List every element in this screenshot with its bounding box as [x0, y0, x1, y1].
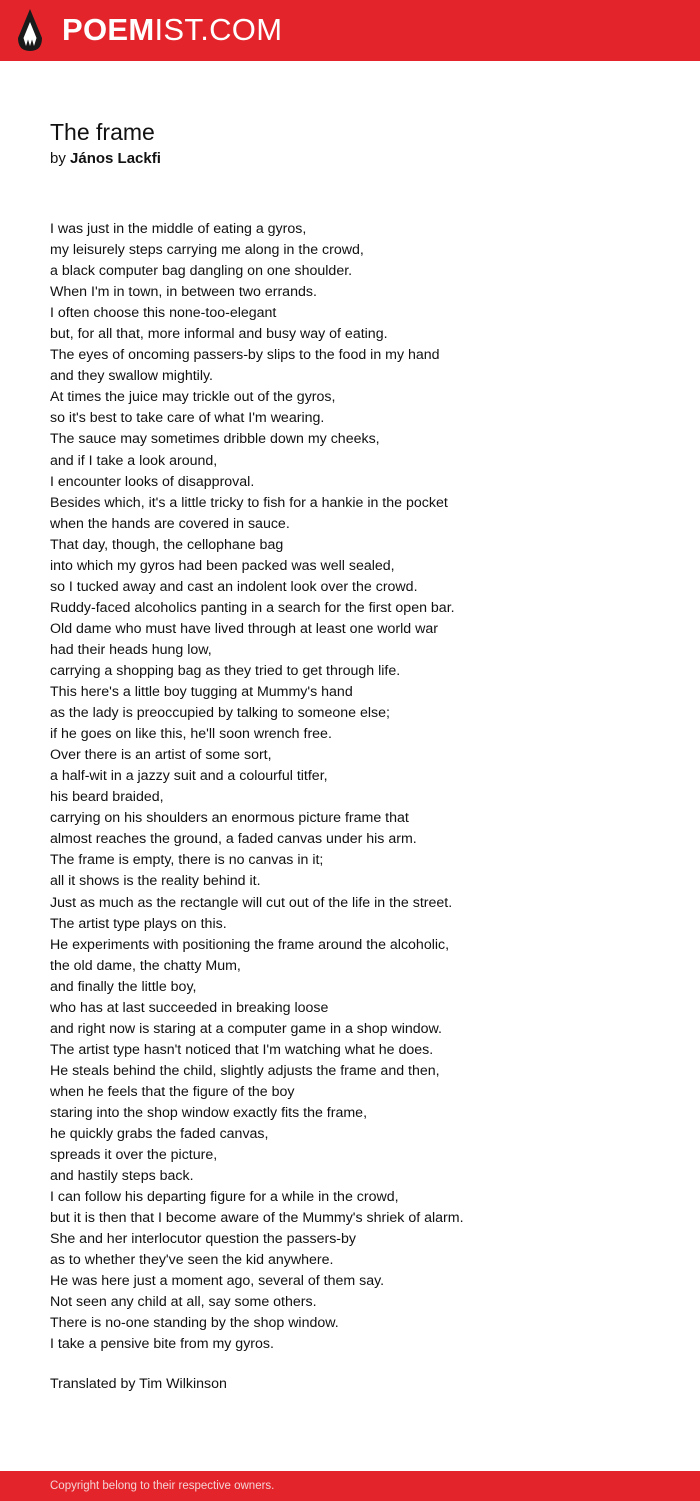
poem-line: and right now is staring at a computer game in a shop window.	[50, 1020, 442, 1037]
poem-line: I was just in the middle of eating a gyros,	[50, 221, 307, 237]
poem-line: She and her interlocutor question the passers-by	[50, 1231, 357, 1248]
poem-line: so it's best to take care of what I'm wearing.	[50, 410, 325, 427]
poem-line: so I tucked away and cast an indolent look over the crowd.	[50, 578, 418, 595]
poem-title: The frame	[50, 119, 155, 145]
poem-line: my leisurely steps carrying me along in the crowd,	[50, 242, 364, 259]
poem-line: The frame is empty, there is no canvas in it;	[50, 852, 324, 869]
poem-line: He steals behind the child, slightly adjusts the frame and then,	[50, 1062, 440, 1079]
poem-line: and finally the little boy,	[50, 978, 197, 995]
copyright-notice: Copyright belong to their respective owners.	[50, 1480, 275, 1492]
poem-line: Over there is an artist of some sort,	[50, 747, 272, 764]
poem-line: I encounter looks of disapproval.	[50, 473, 255, 490]
poem-line: Ruddy-faced alcoholics panting in a search for the first open bar.	[50, 599, 455, 616]
poem-line: I often choose this none-too-elegant	[50, 305, 277, 322]
by-label: by	[50, 150, 66, 167]
poem-line: Not seen any child at all, say some others.	[50, 1294, 317, 1311]
poem-line: had their heads hung low,	[50, 641, 212, 658]
poem-line: into which my gyros had been packed was well sealed,	[50, 557, 395, 574]
poem-line: spreads it over the picture,	[50, 1147, 218, 1164]
poem-line: almost reaches the ground, a faded canvas under his arm.	[50, 831, 417, 848]
poem-line: carrying a shopping bag as they tried to get through life.	[50, 662, 401, 679]
poem-line: He was here just a moment ago, several of them say.	[50, 1273, 385, 1290]
author-name: János Lackfi	[70, 150, 161, 167]
poem-line: Besides which, it's a little tricky to fish for a hankie in the pocket	[50, 494, 448, 511]
poem-line: The eyes of oncoming passers-by slips to the food in my hand	[50, 347, 440, 364]
poem-line: he quickly grabs the faded canvas,	[50, 1126, 269, 1143]
poem-line: The sauce may sometimes dribble down my cheeks,	[50, 431, 380, 448]
poem-line: as the lady is preoccupied by talking to someone else;	[50, 705, 390, 722]
poem-line: but it is then that I become aware of the Mummy's shriek of alarm.	[50, 1210, 464, 1227]
pencil-tip-icon[interactable]	[17, 8, 43, 52]
poem-line: when the hands are covered in sauce.	[50, 515, 290, 532]
poem-line: a black computer bag dangling on one shoulder.	[50, 263, 353, 280]
poem-line: and hastily steps back.	[50, 1168, 194, 1185]
poem-line: He experiments with positioning the frame around the alcoholic,	[50, 936, 450, 953]
poem-line: and they swallow mightily.	[50, 368, 213, 385]
poem-line: as to whether they've seen the kid anywhere.	[50, 1252, 334, 1269]
byline	[50, 149, 161, 169]
site-footer	[0, 1471, 700, 1501]
poem-line: who has at last succeeded in breaking loose	[50, 999, 329, 1016]
poem-line: but, for all that, more informal and busy way of eating.	[50, 326, 388, 343]
site-header	[0, 0, 700, 61]
poem-line: When I'm in town, in between two errands.	[50, 284, 317, 301]
poem-line: and if I take a look around,	[50, 452, 218, 469]
poem-line: the old dame, the chatty Mum,	[50, 957, 241, 974]
poem-line: That day, though, the cellophane bag	[50, 536, 284, 553]
poem-line: when he feels that the figure of the boy	[50, 1083, 295, 1100]
poem-line: if he goes on like this, he'll soon wrench free.	[50, 726, 332, 743]
poem-line: all it shows is the reality behind it.	[50, 873, 261, 890]
poem-body	[50, 219, 670, 1356]
translator-credit: Translated by Tim Wilkinson	[50, 1376, 227, 1392]
poem-line: This here's a little boy tugging at Mummy's hand	[50, 684, 353, 701]
poem-line: carrying on his shoulders an enormous picture frame that	[50, 810, 409, 827]
logo-text-bold: POEM	[62, 12, 155, 47]
poem-line: At times the juice may trickle out of the gyros,	[50, 389, 336, 406]
poem-line: his beard braided,	[50, 789, 164, 806]
poem-line: The artist type plays on this.	[50, 915, 227, 932]
poem-line: I can follow his departing figure for a while in the crowd,	[50, 1189, 399, 1206]
poem-line: There is no-one standing by the shop window.	[50, 1315, 339, 1332]
poem-line: Old dame who must have lived through at least one world war	[50, 620, 438, 637]
logo-text-light: IST.COM	[154, 12, 283, 47]
poem-line: staring into the shop window exactly fits the frame,	[50, 1104, 368, 1121]
poem-line: I take a pensive bite from my gyros.	[50, 1336, 274, 1353]
poem-line: Just as much as the rectangle will cut out of the life in the street.	[50, 894, 453, 911]
poem-line: a half-wit in a jazzy suit and a colourful titfer,	[50, 768, 328, 785]
poem-line: The artist type hasn't noticed that I'm watching what he does.	[50, 1041, 434, 1058]
site-logo[interactable]	[62, 12, 282, 48]
